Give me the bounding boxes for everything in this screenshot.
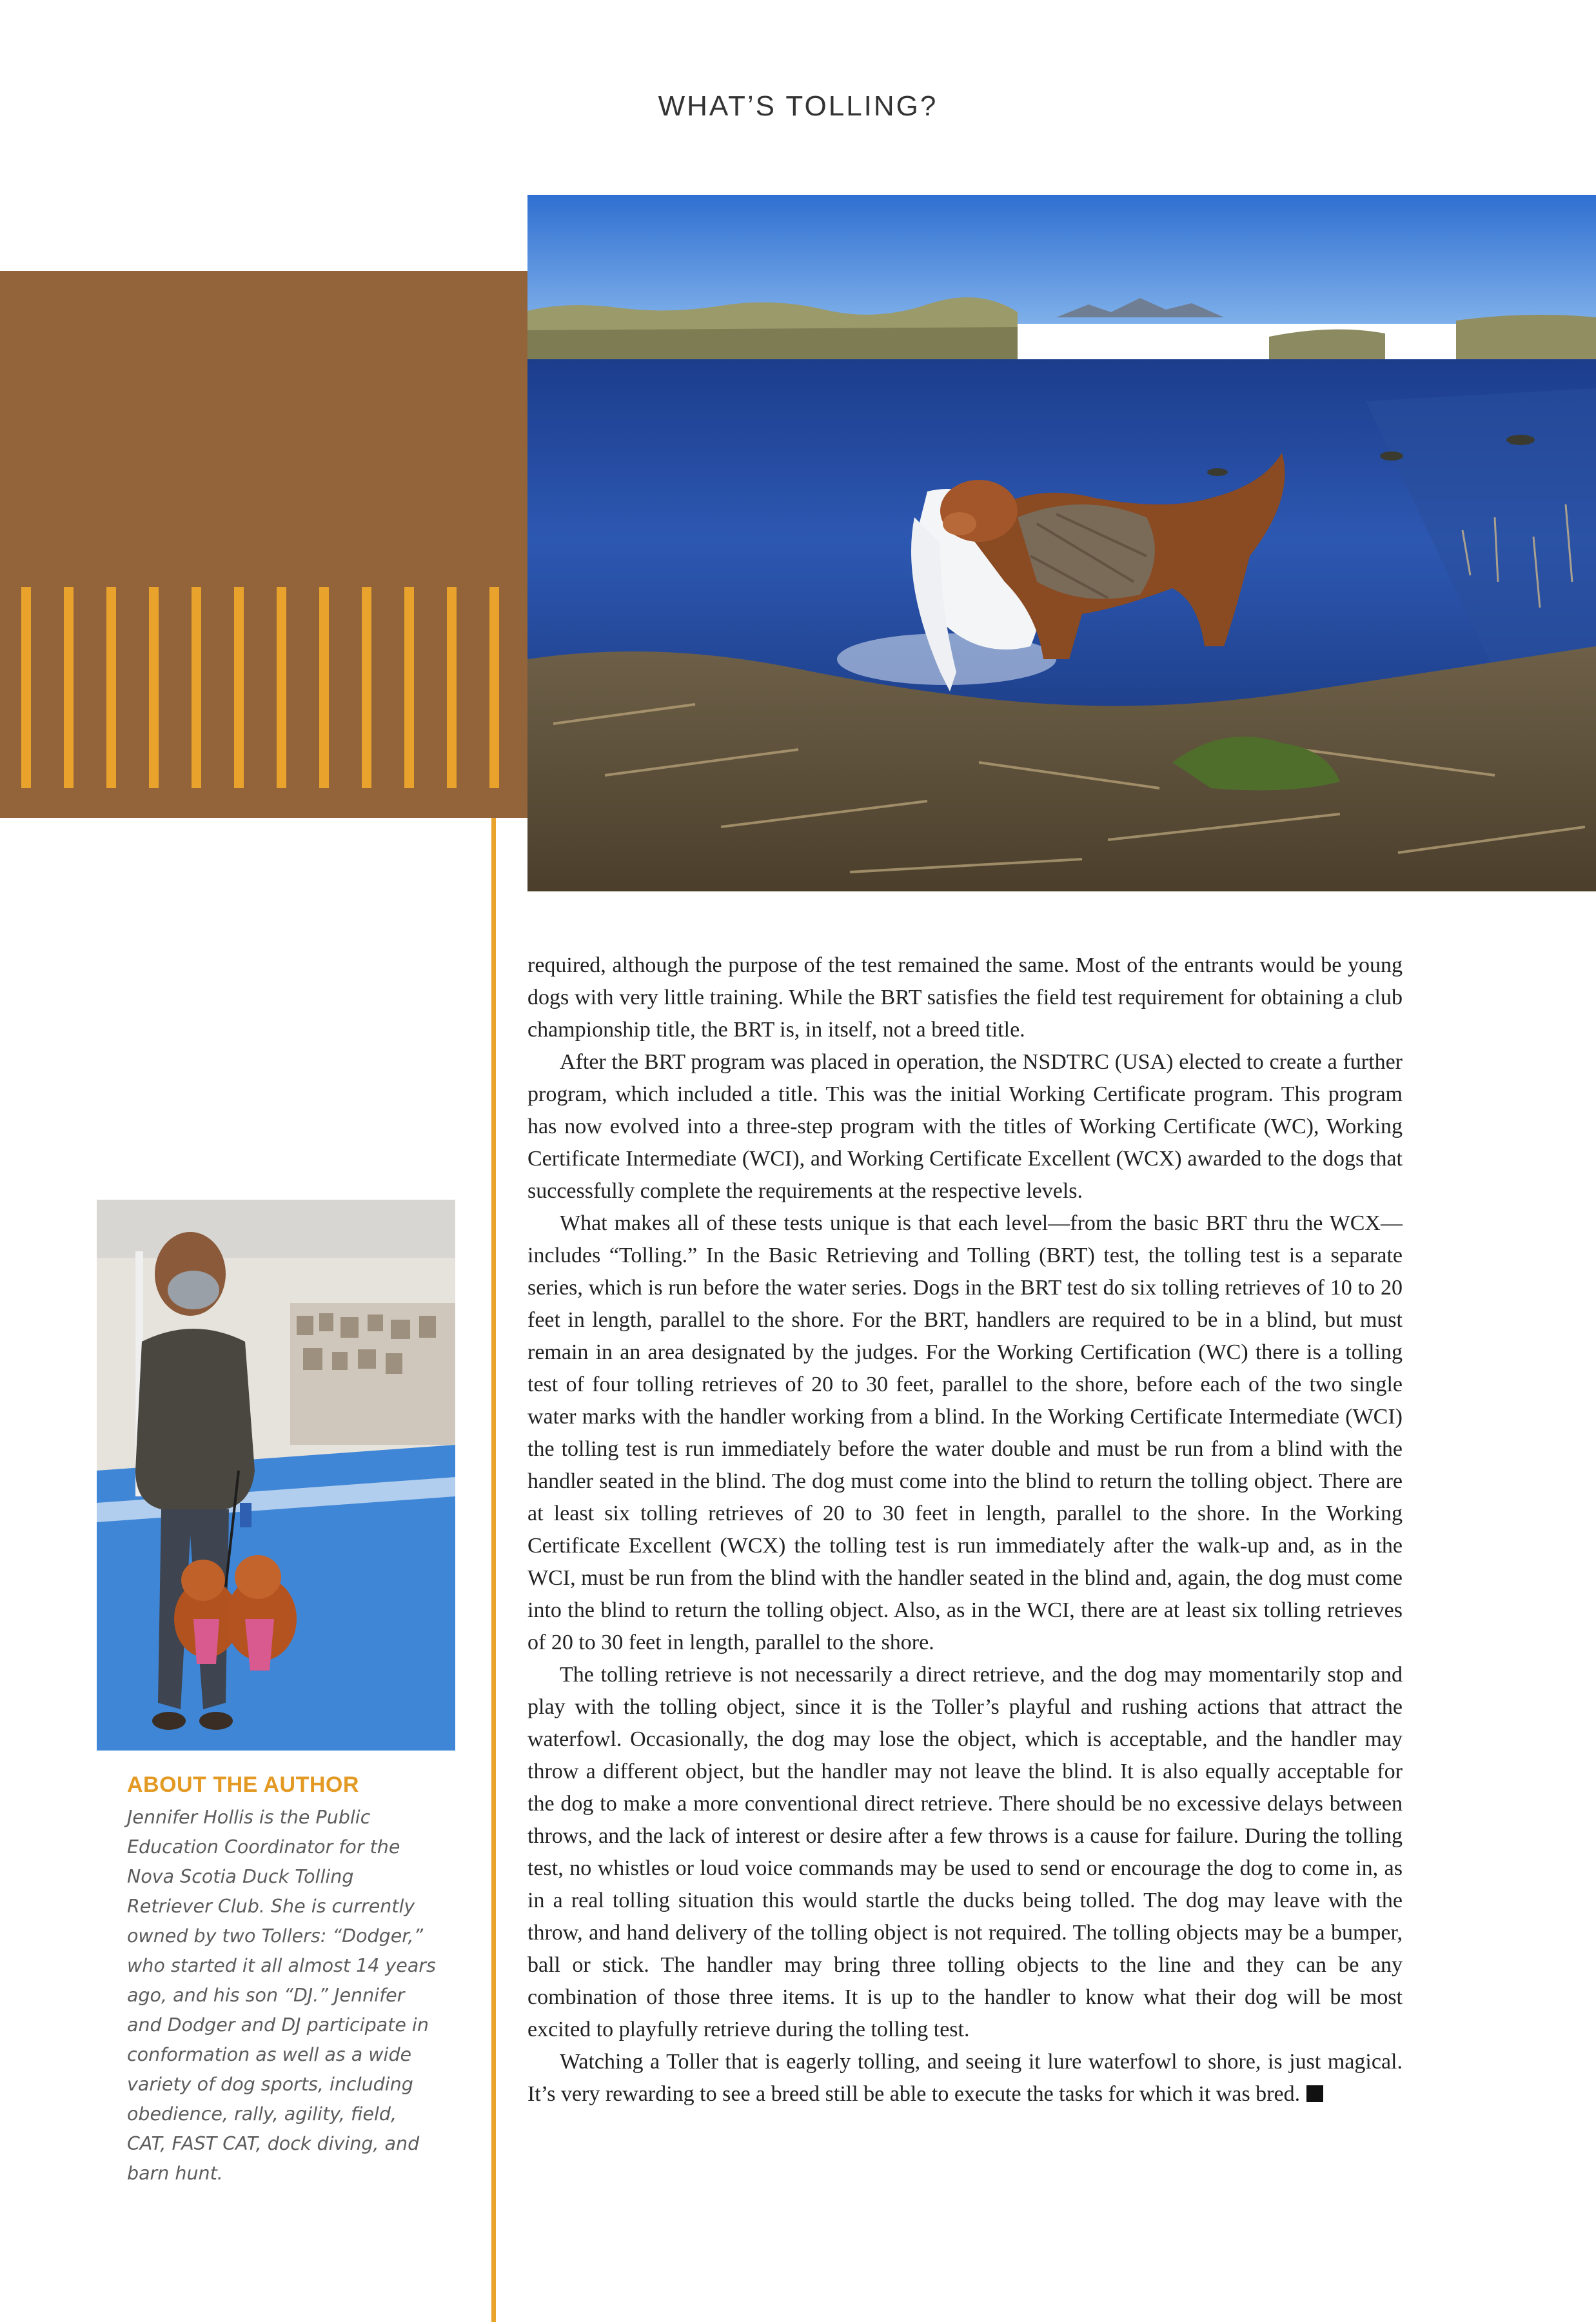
dog-retrieving-goose-photo bbox=[527, 195, 1596, 891]
article-paragraph: After the BRT program was placed in operation, the NSDTRC (USA) elected to create a further program, which included a title. This was the initial Working Certificate program. This program has now evolved into a three-step program with the titles of Working Certificate (WC), Working Certificate Intermediate (WCI), and Working Certificate Excellent (WCX) awarded to the dogs that successfully complete the requirements at the respective levels. bbox=[527, 1050, 1403, 1203]
about-the-author bbox=[127, 1772, 437, 2188]
article-paragraph: What makes all of these tests unique is that each level—from the basic BRT thru the WCX—includes “Tolling.” In the Basic Retrieving and Tolling (BRT) test, the tolling test is a separate series, which is run before the water series. Dogs in the BRT test do six tolling retrieves of 10 to 20 feet in length, parallel to the shore. For the BRT, handlers are required to be in a blind, but must remain in an area designated by the judges. For the Working Certification (WC) there is a tolling test of four tolling retrieves of 20 to 30 feet, parallel to the shore, before each of the two single water marks with the handler working from a blind. In the Working Certificate Intermediate (WCI) the tolling test is run immediately before the water double and must be run from a blind with the handler seated in the blind. The dog must come into the blind to return the tolling object. There are at least six tolling retrieves of 20 to 30 feet in length, parallel to the shore. In the Working Certificate Excellent (WCX) the tolling test is run immediately after the walk-up and, as in the WCI, must be run from the blind with the handler seated in the blind and, again, the dog must come into the blind to return the tolling object. Also, as in the WCI, there are at least six tolling retrieves of 20 to 30 feet in length, parallel to the shore. bbox=[527, 1211, 1403, 1654]
article-paragraph-last bbox=[527, 2046, 1403, 2110]
decorative-gold-rule bbox=[491, 818, 496, 2322]
article-paragraph: required, although the purpose of the test remained the same. Most of the entrants would be young dogs with very little training. While the BRT satisfies the field test requirement for obtaining a club championship title, the BRT is, in itself, not a breed title. bbox=[527, 953, 1403, 1042]
article-paragraph-text: Watching a Toller that is eagerly tolling, and seeing it lure waterfowl to shore, is just magical. It’s very rewarding to see a breed still be able to execute the tasks for which it was bred. bbox=[527, 2050, 1403, 2106]
article-body bbox=[527, 949, 1403, 2110]
article-paragraph: The tolling retrieve is not necessarily a direct retrieve, and the dog may momentarily stop and play with the tolling object, since it is the Toller’s playful and rushing actions that attract the waterfowl. Occasionally, the dog may lose the object, which is acceptable, and the handler may throw a different object, but the handler may not leave the blind. It is also equally acceptable for the dog to make a more conventional direct retrieve. There should be no excessive delays between throws, and the lack of interest or desire after a few throws is a cause for failure. During the tolling test, no whistles or loud voice commands may be used to send or encourage the dog to come in, as in a real tolling situation this would startle the ducks being tolled. The dog may leave with the throw, and hand delivery of the tolling object is not required. The tolling objects may be a bumper, ball or stick. The handler may bring three tolling objects to the line and they can be any combination of those three items. It is up to the handler to know what their dog will be most excited to playfully retrieve during the tolling test. bbox=[527, 1663, 1403, 2041]
author-bio: Jennifer Hollis is the Public Education Coordinator for the Nova Scotia Duck Tolling Retriever Club. She is currently owned by two Tollers: “Dodger,” who started it all almost 14 years ago, and his son “DJ.” Jennifer and Dodger and DJ participate in conformation as well as a wide variety of dog sports, including obedience, rally, agility, field, CAT, FAST CAT, dock diving, and barn hunt. bbox=[127, 1807, 436, 2184]
author-heading: ABOUT THE AUTHOR bbox=[127, 1772, 359, 1797]
page-title: WHAT’S TOLLING? bbox=[658, 90, 938, 122]
decorative-gold-stripes bbox=[0, 587, 527, 788]
author-with-two-tollers-photo bbox=[97, 1200, 455, 1751]
end-mark-icon bbox=[1306, 2085, 1323, 2102]
